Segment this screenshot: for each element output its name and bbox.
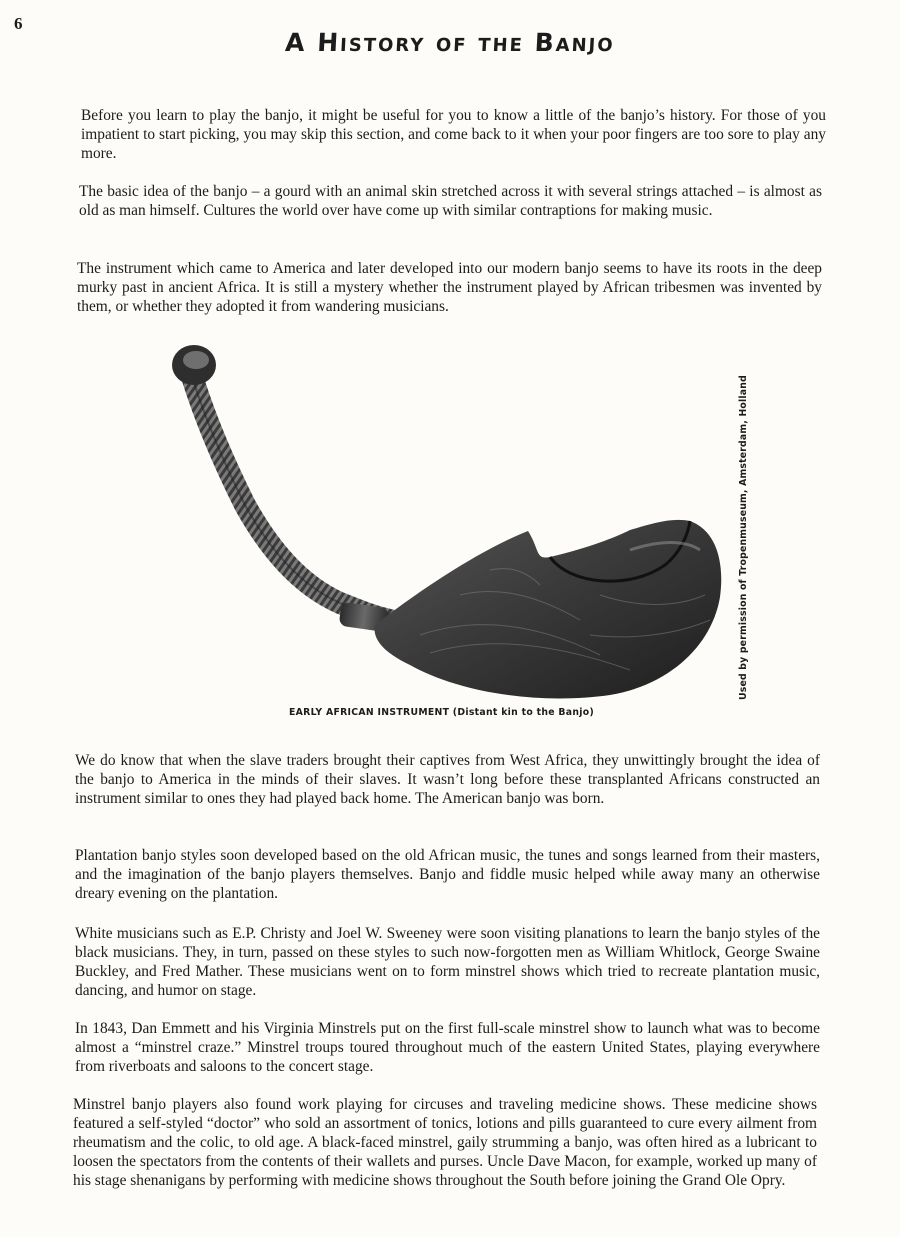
paragraph: In 1843, Dan Emmett and his Virginia Minstrels put on the first full-scale minstrel show to launch what was to become almost a “minstrel craze.” Minstrel troups toured throughout much of the eastern United States, playing everywhere from riverboats and saloons to the concert stage. [75, 1020, 820, 1075]
page-number: 6 [14, 14, 23, 33]
instrument-photo [160, 335, 740, 710]
page-title: A History of the Banjo [284, 28, 616, 57]
paragraph: The instrument which came to America and later developed into our modern banjo seems to have its roots in the deep murky past in ancient Africa. It is still a mystery whether the instrument played by African tribesmen was invented by them, or whether they adopted it from wandering musicians. [77, 260, 822, 315]
paragraph: We do know that when the slave traders brought their captives from West Africa, they unwittingly brought the idea of the banjo to America in the minds of their slaves. It wasn’t long before these transplanted Africans constructed an instrument similar to ones they had played back home. The American banjo was born. [75, 752, 820, 807]
paragraph: White musicians such as E.P. Christy and Joel W. Sweeney were soon visiting planations to learn the banjo styles of the black musicians. They, in turn, passed on these styles to such now-forgotten men as William Whitlock, George Swaine Buckley, and Fred Mather. These musicians went on to form minstrel shows which tried to recreate plantation music, dancing, and humor on stage. [75, 925, 820, 999]
photo-credit: Used by permission of Tropenmuseum, Amsterdam, Holland [738, 375, 749, 700]
paragraph: Before you learn to play the banjo, it might be useful for you to know a little of the banjo’s history. For those of you impatient to start picking, you may skip this section, and come back to it when your poor fingers are too sore to play any more. [81, 107, 826, 162]
figure-caption: EARLY AFRICAN INSTRUMENT (Distant kin to the Banjo) [289, 707, 594, 718]
paragraph: Plantation banjo styles soon developed based on the old African music, the tunes and songs learned from their masters, and the imagination of the banjo players themselves. Banjo and fiddle music helped while away many an otherwise dreary evening on the plantation. [75, 847, 820, 902]
paragraph: Minstrel banjo players also found work playing for circuses and traveling medicine shows. These medicine shows featured a self-styled “doctor” who sold an assortment of tonics, lotions and pills guaranteed to cure every ailment from rheumatism and the colic, to old age. A black-faced minstrel, gaily strumming a banjo, was often hired as a lubricant to loosen the spectators from the contents of their wallets and purses. Uncle Dave Macon, for example, worked up many of his stage shenanigans by performing with medicine shows throughout the South before joining the Grand Ole Opry. [73, 1096, 817, 1189]
paragraph: The basic idea of the banjo – a gourd with an animal skin stretched across it with several strings attached – is almost as old as man himself. Cultures the world over have come up with similar contraptions for making music. [79, 183, 822, 219]
instrument-figure [160, 335, 740, 710]
